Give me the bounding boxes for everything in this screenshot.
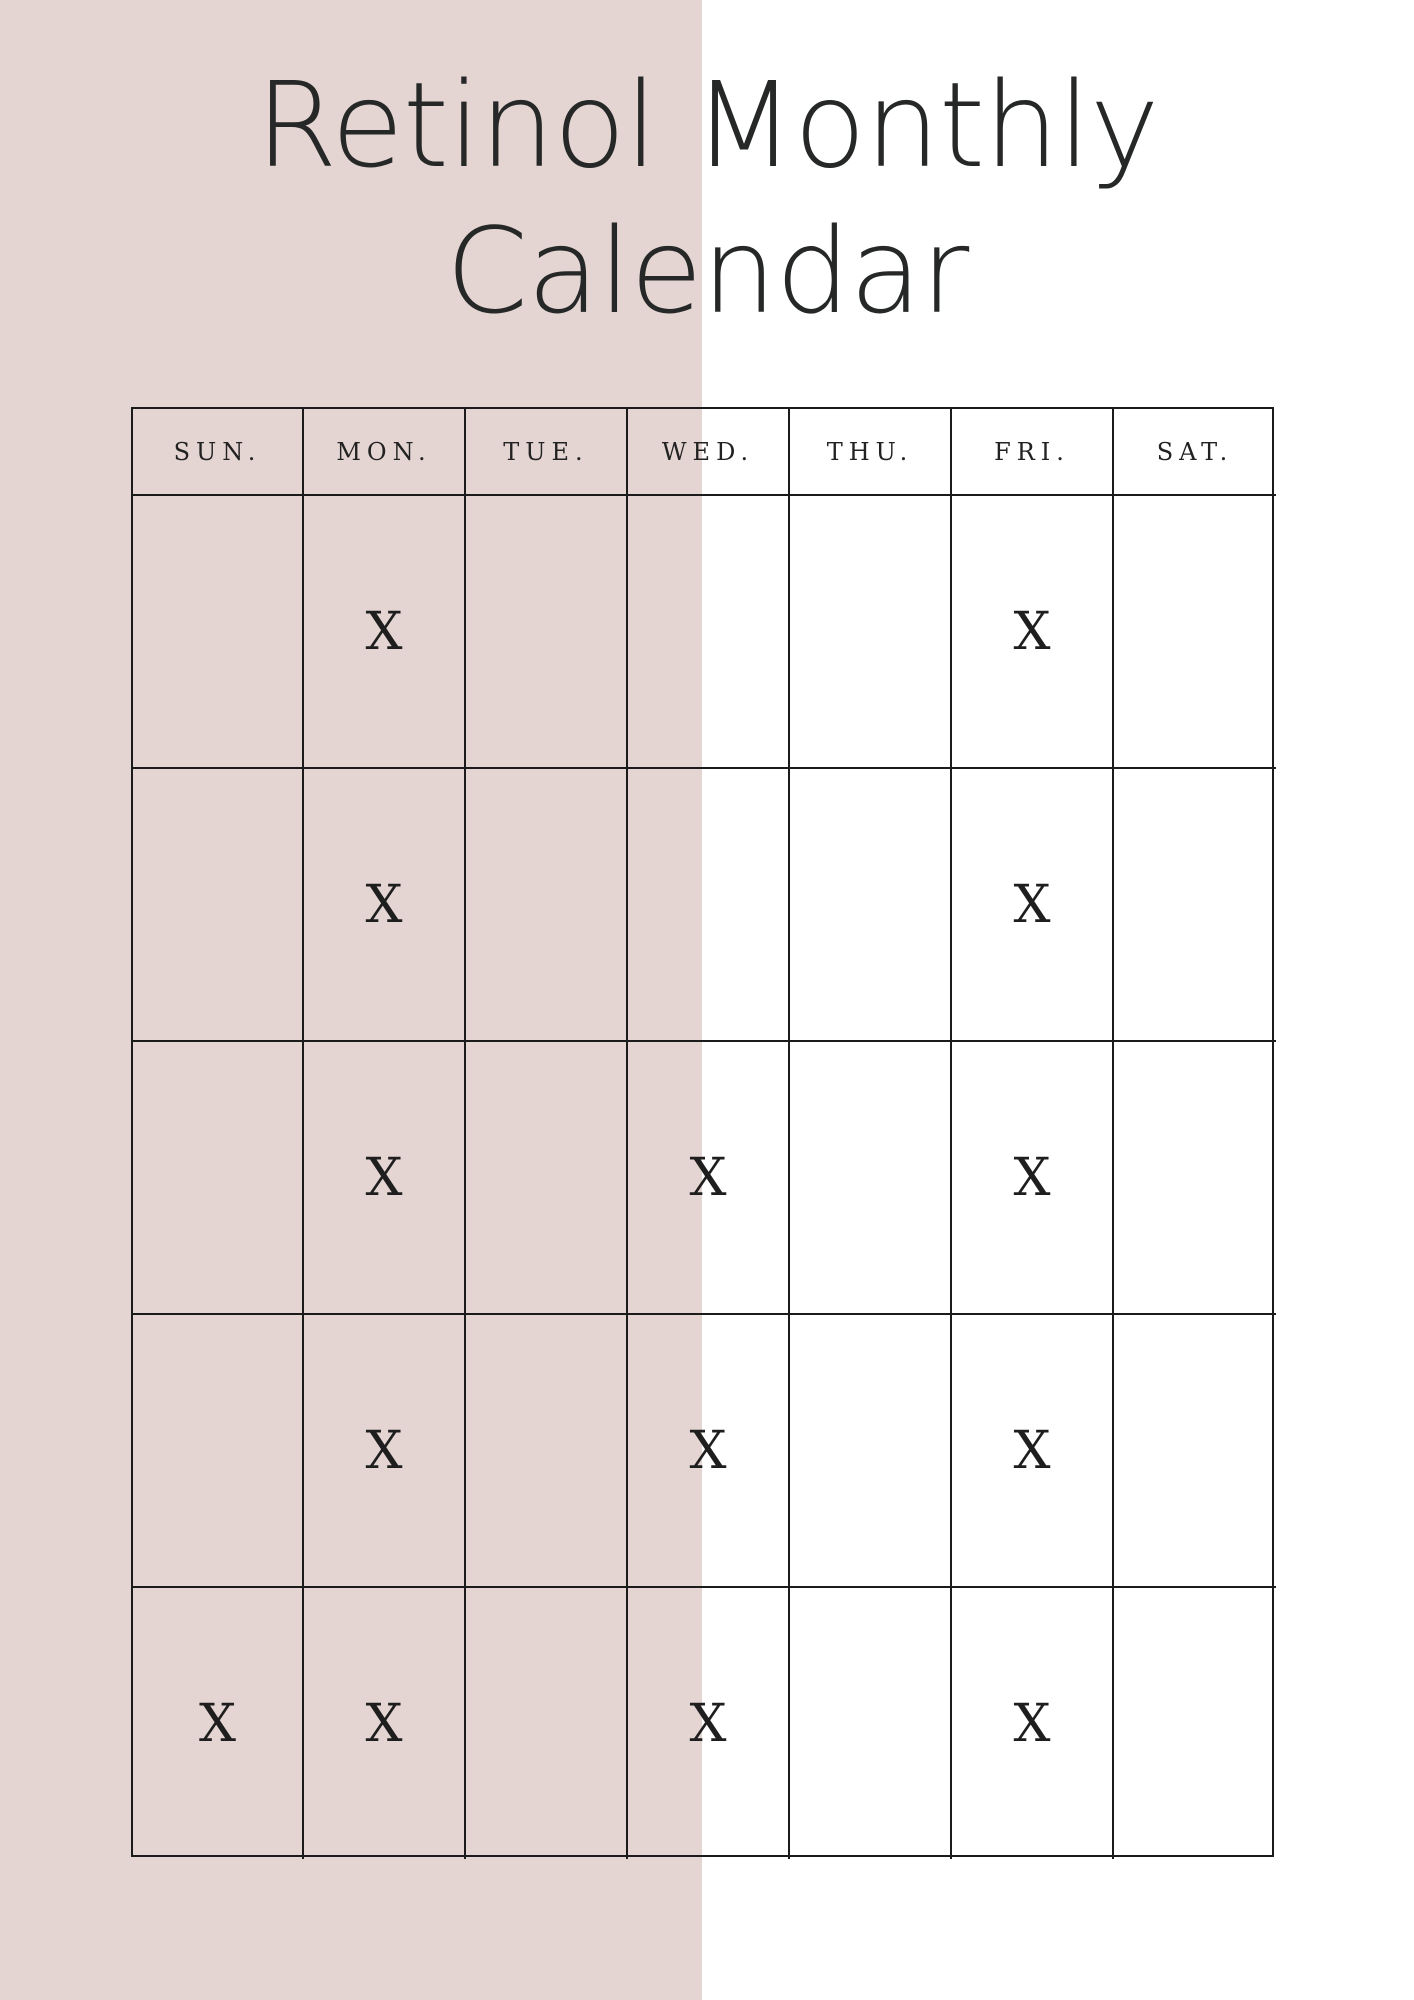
calendar-cell-week5-thu[interactable]	[790, 1588, 952, 1859]
calendar-cell-week1-tue[interactable]	[466, 496, 628, 769]
calendar-cell-week5-wed[interactable]	[628, 1588, 790, 1859]
calendar-cell-week5-mon[interactable]	[304, 1588, 466, 1859]
calendar-cell-week3-sat[interactable]	[1114, 1042, 1276, 1315]
cell-mark: X	[1013, 874, 1051, 935]
cell-mark: X	[365, 1693, 403, 1754]
cell-mark: X	[1013, 1420, 1051, 1481]
cell-mark: X	[365, 601, 403, 662]
cell-mark: X	[689, 1420, 727, 1481]
day-header-sun	[133, 409, 304, 496]
calendar-cell-week2-wed[interactable]	[628, 769, 790, 1042]
calendar-cell-week5-fri[interactable]	[952, 1588, 1114, 1859]
calendar-cell-week1-thu[interactable]	[790, 496, 952, 769]
calendar-cell-week5-tue[interactable]	[466, 1588, 628, 1859]
cell-mark: X	[365, 1147, 403, 1208]
calendar-cell-week3-sun[interactable]	[133, 1042, 304, 1315]
calendar-cell-week2-tue[interactable]	[466, 769, 628, 1042]
calendar-cell-week2-mon[interactable]	[304, 769, 466, 1042]
day-label: MON.	[336, 437, 432, 466]
cell-mark: X	[1013, 1693, 1051, 1754]
cell-mark: X	[689, 1147, 727, 1208]
day-label: FRI.	[994, 437, 1070, 466]
calendar-cell-week5-sun[interactable]	[133, 1588, 304, 1859]
day-label: SUN.	[173, 437, 262, 466]
calendar-cell-week1-mon[interactable]	[304, 496, 466, 769]
calendar-grid	[131, 407, 1274, 1857]
cell-mark: X	[198, 1693, 237, 1754]
calendar-cell-week2-sun[interactable]	[133, 769, 304, 1042]
cell-mark: X	[365, 1420, 403, 1481]
cell-mark: X	[689, 1693, 727, 1754]
calendar-cell-week4-sat[interactable]	[1114, 1315, 1276, 1588]
day-header-wed	[628, 409, 790, 496]
calendar-cell-week1-sun[interactable]	[133, 496, 304, 769]
calendar-cell-week3-mon[interactable]	[304, 1042, 466, 1315]
calendar-cell-week1-sat[interactable]	[1114, 496, 1276, 769]
calendar-cell-week3-thu[interactable]	[790, 1042, 952, 1315]
day-header-thu	[790, 409, 952, 496]
cell-mark: X	[365, 874, 403, 935]
day-label: SAT.	[1156, 437, 1234, 466]
calendar-cell-week1-fri[interactable]	[952, 496, 1114, 769]
calendar-cell-week4-sun[interactable]	[133, 1315, 304, 1588]
calendar-cell-week4-thu[interactable]	[790, 1315, 952, 1588]
day-header-fri	[952, 409, 1114, 496]
calendar-cell-week5-sat[interactable]	[1114, 1588, 1276, 1859]
calendar-cell-week2-fri[interactable]	[952, 769, 1114, 1042]
day-label: WED.	[661, 437, 755, 466]
calendar-cell-week4-wed[interactable]	[628, 1315, 790, 1588]
calendar-cell-week3-fri[interactable]	[952, 1042, 1114, 1315]
page-title	[0, 52, 1414, 344]
day-header-sat	[1114, 409, 1276, 496]
day-header-tue	[466, 409, 628, 496]
day-header-mon	[304, 409, 466, 496]
calendar-cell-week4-mon[interactable]	[304, 1315, 466, 1588]
calendar-cell-week3-tue[interactable]	[466, 1042, 628, 1315]
cell-mark: X	[1013, 1147, 1051, 1208]
day-label: THU.	[826, 437, 914, 466]
calendar-cell-week1-wed[interactable]	[628, 496, 790, 769]
calendar-cell-week2-sat[interactable]	[1114, 769, 1276, 1042]
calendar-cell-week2-thu[interactable]	[790, 769, 952, 1042]
cell-mark: X	[1013, 601, 1051, 662]
day-label: TUE.	[503, 437, 589, 466]
calendar-cell-week4-tue[interactable]	[466, 1315, 628, 1588]
calendar-cell-week3-wed[interactable]	[628, 1042, 790, 1315]
title-line-2: Calendar	[445, 202, 969, 340]
calendar-cell-week4-fri[interactable]	[952, 1315, 1114, 1588]
title-line-1: Retinol Monthly	[255, 56, 1159, 194]
